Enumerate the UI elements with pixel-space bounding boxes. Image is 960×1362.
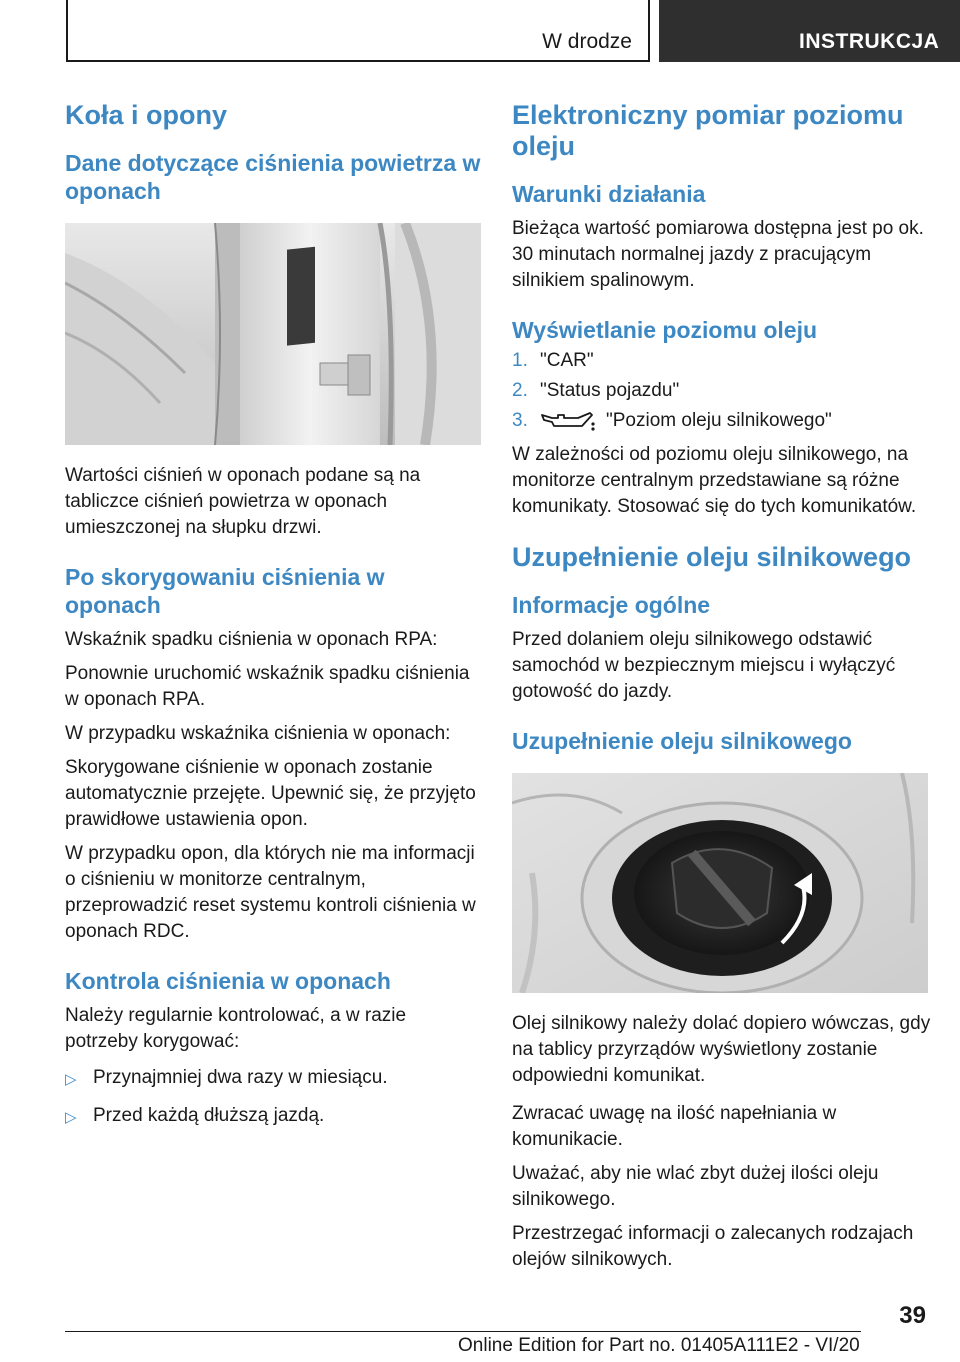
section-title: Po skorygowaniu ciśnienia w oponach [65,564,385,618]
oil-filler-cap-image [512,773,928,993]
triangle-bullet-icon: ▷ [65,1071,77,1088]
list-item [512,408,932,434]
paragraph: Wskaźnik spadku ciśnienia w oponach RPA: [65,629,438,650]
tire-pressure-info: Wartości ciśnień w oponach podane są na tabliczce ciśnień powietrza w oponach umieszczonej na słupku drzwi. [65,465,421,538]
header-section-box [66,0,650,62]
paragraph: W przypadku wskaźnika ciśnienia w oponach: [65,723,451,744]
paragraph: Zwracać uwagę na ilość napełniania w komunikacie. [512,1103,837,1150]
section-title: Uzupełnienie oleju silnikowego [512,728,852,754]
chapter-title: Elektroniczny pomiar poziomu oleju [512,100,904,161]
oil-can-icon [540,410,596,432]
paragraph: W zależności od poziomu oleju silnikowego, na monitorze centralnym przedstawiane są różne komunikaty. Stosować się do tych komunikatów. [512,444,917,517]
chapter-title: Koła i opony [65,100,227,130]
left-column [65,100,483,1131]
list-item-text: Przed każdą dłuższą jazdą. [93,1105,325,1126]
list-item [512,378,932,404]
list-item-text: "Poziom oleju silnikowego" [606,410,832,431]
paragraph: W przypadku opon, dla których nie ma informacji o ciśnieniu w monitorze centralnym, przeprowadzić reset systemu kontroli ciśnienia w oponach RDC. [65,843,476,942]
door-pillar-illustration [65,223,481,445]
paragraph: Uważać, aby nie wlać zbyt dużej ilości oleju silnikowego. [512,1163,879,1210]
list-item-text: "CAR" [540,350,594,371]
door-pillar-image [65,223,481,445]
chapter-title: Uzupełnienie oleju silnikowego [512,542,912,572]
edition-info: Online Edition for Part no. 01405A111E2 - VI/20 [458,1335,860,1356]
paragraph: Należy regularnie kontrolować, a w razie potrzeby korygować: [65,1005,407,1052]
paragraph: Olej silnikowy należy dolać dopiero wówczas, gdy na tablicy przyrządów wyświetlony zostanie odpowiedni komunikat. [512,1013,931,1086]
paragraph: Ponownie uruchomić wskaźnik spadku ciśnienia w oponach RPA. [65,663,470,710]
section-title: Informacje ogólne [512,592,711,618]
section-title: Dane dotyczące ciśnienia powietrza w oponach [65,150,481,204]
paragraph: Przed dolaniem oleju silnikowego odstawić samochód w bezpiecznym miejscu i wyłączyć gotowość do jazdy. [512,629,896,702]
header-tab: INSTRUKCJA [659,0,960,62]
list-item [512,348,932,374]
list-number: 1. [512,350,528,371]
page-header [0,0,960,66]
section-title: Wyświetlanie poziomu oleju [512,317,818,343]
header-section-title: W drodze [542,30,632,53]
section-title: Kontrola ciśnienia w oponach [65,968,391,994]
oil-filler-cap-illustration [512,773,928,993]
paragraph: Skorygowane ciśnienie w oponach zostanie automatycznie przejęte. Upewnić się, że przyjęto prawidłowe ustawienia opon. [65,757,476,830]
page-number: 39 [899,1302,926,1329]
footer-divider [65,1331,861,1332]
triangle-bullet-icon: ▷ [65,1109,77,1126]
paragraph: Bieżąca wartość pomiarowa dostępna jest po ok. 30 minutach normalnej jazdy z pracującym silnikiem spalinowym. [512,218,924,291]
list-item [65,1065,483,1093]
section-title: Warunki działania [512,181,706,207]
list-item-text: Przynajmniej dwa razy w miesiącu. [93,1067,388,1088]
list-item-text: "Status pojazdu" [540,380,680,401]
right-column [512,100,932,1273]
list-number: 3. [512,410,528,431]
list-number: 2. [512,380,528,401]
paragraph: Przestrzegać informacji o zalecanych rodzajach olejów silnikowych. [512,1223,914,1270]
list-item [65,1103,483,1131]
